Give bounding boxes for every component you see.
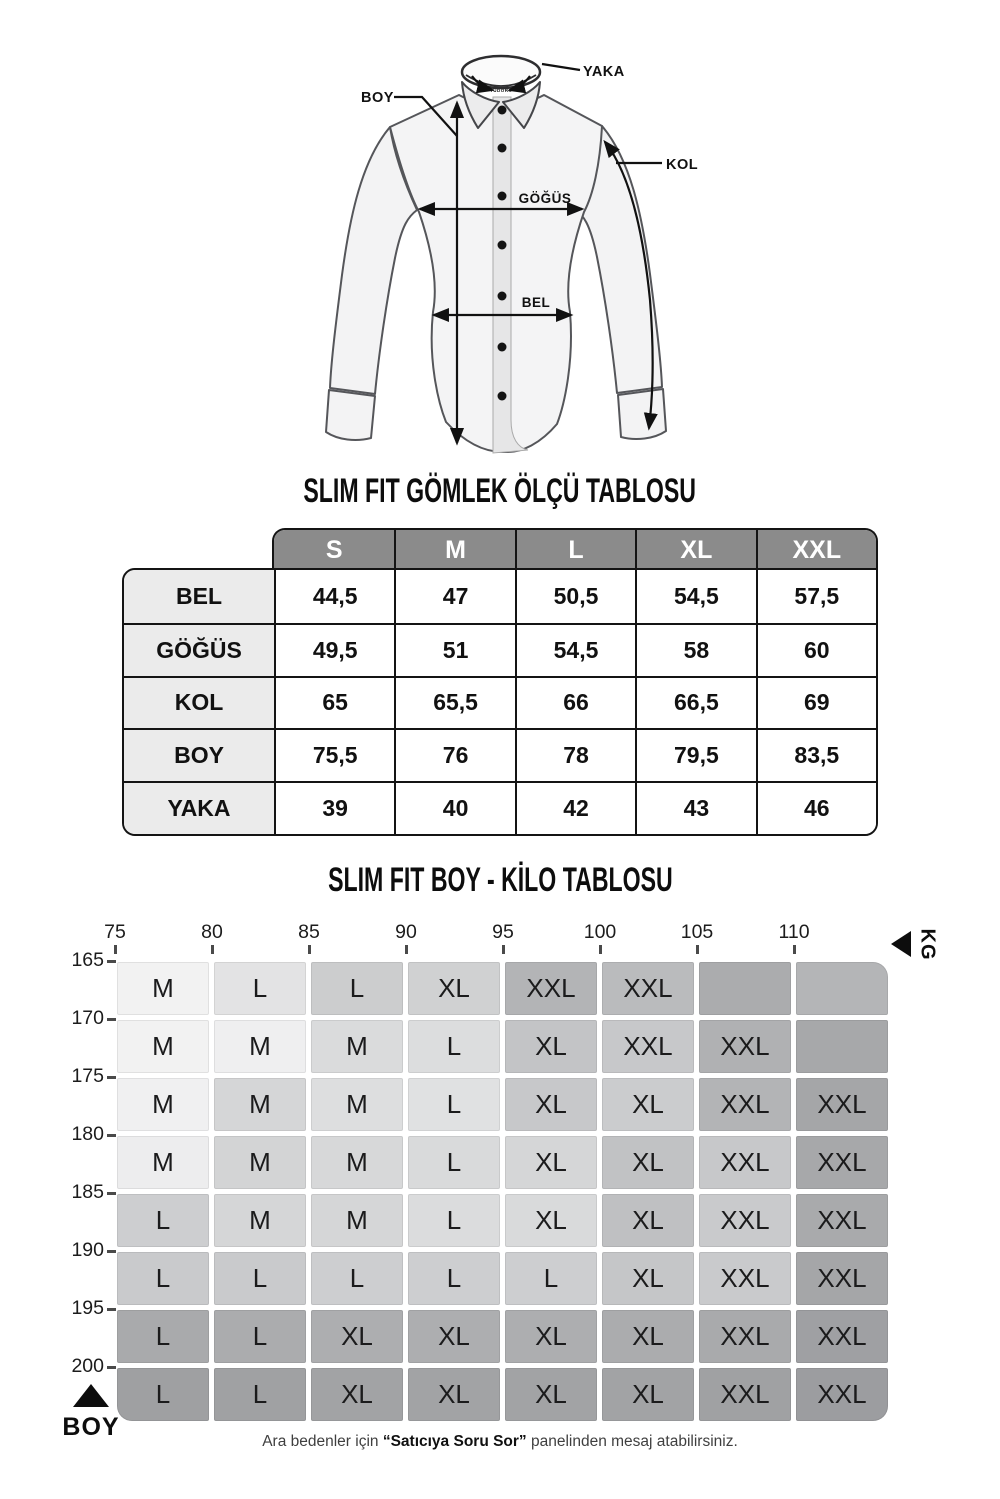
kilo-cell: L [214, 1310, 306, 1363]
kilo-cell: M [214, 1078, 306, 1131]
kilo-cell: XXL [699, 1194, 791, 1247]
kg-tick-label: 100 [583, 921, 617, 943]
size-value-cell: 43 [635, 781, 755, 834]
footer-note [0, 1433, 1000, 1451]
kilo-cell: L [117, 1252, 209, 1305]
kilo-cell: L [214, 1252, 306, 1305]
kilo-cell: L [408, 1078, 500, 1131]
boy-tick-mark [107, 1308, 116, 1311]
boy-tick-label: 170 [71, 1007, 104, 1029]
boy-tick-label: 200 [71, 1355, 104, 1377]
kilo-cell: XXL [796, 1136, 888, 1189]
kilo-cell: L [214, 1368, 306, 1421]
gogus-label: GÖĞÜS [518, 191, 572, 206]
kilo-cell: L [311, 962, 403, 1015]
kg-tick-label: 105 [680, 921, 714, 943]
kilo-cell: M [311, 1020, 403, 1073]
boy-tick-label: 190 [71, 1239, 104, 1261]
kilo-cell [796, 1020, 888, 1073]
footer-prefix: Ara bedenler için [262, 1433, 383, 1450]
size-column-header: S [274, 530, 394, 570]
kg-tick-label: 90 [395, 921, 417, 943]
kilo-cell: M [117, 1020, 209, 1073]
kilo-cell: XL [602, 1368, 694, 1421]
kilo-cell: L [117, 1368, 209, 1421]
kg-tick-label: 110 [778, 921, 810, 943]
kilo-cell: L [408, 1252, 500, 1305]
kilo-cell: XL [505, 1020, 597, 1073]
kilo-cell [699, 962, 791, 1015]
kg-tick-mark [211, 945, 214, 954]
kilo-cell: XL [602, 1078, 694, 1131]
kg-axis-text: KG [916, 928, 939, 960]
kilo-cell: L [117, 1194, 209, 1247]
up-arrow-icon [73, 1384, 109, 1407]
boy-tick-label: 165 [71, 949, 104, 971]
size-value-cell: 76 [394, 728, 514, 781]
kilo-cell: M [311, 1078, 403, 1131]
size-value-cell: 66,5 [635, 676, 755, 729]
size-column-header: XXL [756, 530, 876, 570]
kilo-cell: L [311, 1252, 403, 1305]
size-value-cell: 83,5 [756, 728, 876, 781]
kilo-cell: M [311, 1136, 403, 1189]
kilo-cell: M [117, 1078, 209, 1131]
kilo-cell: XXL [699, 1020, 791, 1073]
size-value-cell: 54,5 [515, 623, 635, 676]
kilo-cell: XXL [699, 1078, 791, 1131]
kilo-cell: XL [505, 1368, 597, 1421]
kilo-cell: L [408, 1194, 500, 1247]
kg-tick-mark [502, 945, 505, 954]
kilo-cell: L [505, 1252, 597, 1305]
bel-label: BEL [521, 295, 551, 310]
kilo-cell: XXL [796, 1252, 888, 1305]
kg-tick-mark [793, 945, 796, 954]
kilo-cell: XXL [699, 1136, 791, 1189]
size-value-cell: 46 [756, 781, 876, 834]
kilo-cell: XL [505, 1194, 597, 1247]
kg-tick-mark [696, 945, 699, 954]
size-value-cell: 51 [394, 623, 514, 676]
size-value-cell: 69 [756, 676, 876, 729]
kilo-cell: XL [408, 1368, 500, 1421]
size-value-cell: 49,5 [274, 623, 394, 676]
size-value-cell: 78 [515, 728, 635, 781]
size-value-cell: 44,5 [274, 570, 394, 623]
size-value-cell: 57,5 [756, 570, 876, 623]
kilo-cell: XL [602, 1310, 694, 1363]
boy-axis-text: BOY [62, 1413, 120, 1441]
kg-tick-label: 95 [492, 921, 514, 943]
size-value-cell: 40 [394, 781, 514, 834]
boy-tick-mark [107, 1250, 116, 1253]
kilo-cell: XXL [796, 1368, 888, 1421]
size-value-cell: 65 [274, 676, 394, 729]
size-value-cell: 75,5 [274, 728, 394, 781]
left-arrow-icon [891, 931, 911, 957]
size-value-cell: 66 [515, 676, 635, 729]
size-row-label: YAKA [124, 781, 274, 834]
boy-tick-label: 185 [71, 1181, 104, 1203]
size-value-cell: 58 [635, 623, 755, 676]
size-row-label: BOY [124, 728, 274, 781]
kilo-cell: XL [602, 1194, 694, 1247]
kilo-cell: XL [311, 1368, 403, 1421]
kilo-cell: XL [408, 962, 500, 1015]
kilo-cell: XL [408, 1310, 500, 1363]
footer-suffix: panelinden mesaj atabilirsiniz. [526, 1433, 738, 1450]
kilo-chart-title-text: SLIM FIT BOY - KİLO TABLOSU [327, 861, 673, 899]
kilo-cell: XXL [796, 1310, 888, 1363]
kilo-cell: XXL [505, 962, 597, 1015]
kilo-cell [796, 962, 888, 1015]
boy-tick-mark [107, 1134, 116, 1137]
kilo-cell: XXL [602, 1020, 694, 1073]
kol-label: KOL [666, 157, 699, 173]
kg-tick-mark [308, 945, 311, 954]
kilo-cell: XL [602, 1252, 694, 1305]
kilo-cell: M [214, 1020, 306, 1073]
kg-tick-label: 85 [298, 921, 320, 943]
kilo-cell: XXL [699, 1310, 791, 1363]
size-column-header: M [394, 530, 514, 570]
boy-tick-label: 195 [71, 1297, 104, 1319]
size-value-cell: 50,5 [515, 570, 635, 623]
kilo-cell: L [117, 1310, 209, 1363]
size-column-header: XL [635, 530, 755, 570]
kilo-cell: L [408, 1020, 500, 1073]
boy-tick-mark [107, 1192, 116, 1195]
kilo-cell: XXL [602, 962, 694, 1015]
boy-tick-mark [107, 1366, 116, 1369]
kg-tick-mark [405, 945, 408, 954]
kilo-cell: XL [602, 1136, 694, 1189]
kilo-cell: XXL [699, 1252, 791, 1305]
kilo-cell: M [214, 1194, 306, 1247]
kg-tick-mark [114, 945, 117, 954]
kilo-cell: XL [505, 1310, 597, 1363]
kg-tick-label: 80 [201, 921, 223, 943]
kg-tick-mark [599, 945, 602, 954]
size-value-cell: 39 [274, 781, 394, 834]
kilo-cell: XXL [796, 1078, 888, 1131]
kilo-cell: XL [505, 1078, 597, 1131]
yaka-label: YAKA [583, 64, 625, 80]
size-table-title-text: SLIM FIT GÖMLEK ÖLÇÜ TABLOSU [303, 472, 697, 510]
size-value-cell: 60 [756, 623, 876, 676]
size-value-cell: 65,5 [394, 676, 514, 729]
size-row-label: KOL [124, 676, 274, 729]
size-column-header: L [515, 530, 635, 570]
size-row-label: BEL [124, 570, 274, 623]
kilo-cell: XL [505, 1136, 597, 1189]
footer-bold: “Satıcıya Soru Sor” [382, 1433, 527, 1450]
size-value-cell: 79,5 [635, 728, 755, 781]
size-value-cell: 47 [394, 570, 514, 623]
boy-tick-mark [107, 1076, 116, 1079]
kilo-cell: L [214, 962, 306, 1015]
kilo-cell: M [117, 962, 209, 1015]
boy-tick-label: 180 [71, 1123, 104, 1145]
size-value-cell: 42 [515, 781, 635, 834]
size-row-label: GÖĞÜS [124, 623, 274, 676]
kilo-cell: XXL [699, 1368, 791, 1421]
brand-label: TUDORS [490, 88, 512, 93]
boy-tick-mark [107, 960, 116, 963]
kilo-cell: XXL [796, 1194, 888, 1247]
boy-label: BOY [361, 90, 394, 106]
kg-tick-label: 75 [104, 921, 126, 943]
kg-axis-label [891, 922, 943, 966]
kilo-cell: L [408, 1136, 500, 1189]
boy-tick-mark [107, 1018, 116, 1021]
boy-tick-label: 175 [71, 1065, 104, 1087]
kilo-cell: XL [311, 1310, 403, 1363]
size-value-cell: 54,5 [635, 570, 755, 623]
kilo-cell: M [214, 1136, 306, 1189]
kilo-cell: M [311, 1194, 403, 1247]
kilo-cell: M [117, 1136, 209, 1189]
